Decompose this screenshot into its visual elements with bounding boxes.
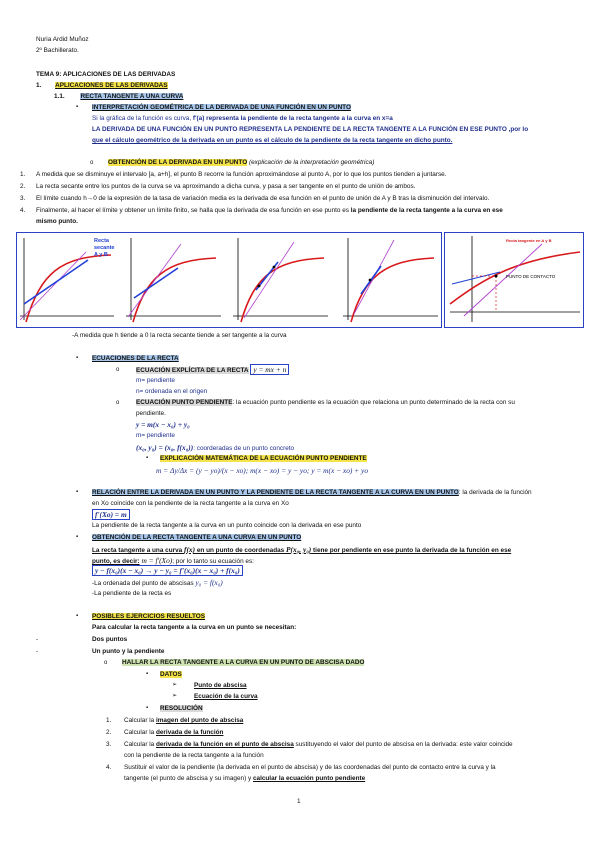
bullet-icon: ▪ bbox=[146, 671, 149, 677]
figure-frame-right bbox=[445, 233, 584, 328]
res-step-4-line-2 bbox=[124, 775, 365, 783]
res-step-3-line-2: con la pendiente de la recta tangente a la función bbox=[124, 752, 264, 759]
panel-4 bbox=[343, 238, 438, 322]
res-step-3 bbox=[106, 741, 513, 749]
step-text: La recta secante entre los puntos de la curva se va aproximando a dicha curva, y pasa a ser tangente en el punto de unión de ambos. bbox=[36, 183, 416, 190]
interp-line-1 bbox=[92, 115, 393, 123]
obtencion-recta-formula-line bbox=[92, 566, 243, 576]
relacion-formula-line bbox=[92, 510, 130, 520]
res-step-pre: Calcular la bbox=[124, 741, 156, 748]
coords-formula: (x₀, y₀) = (x₀, f(x₀)) bbox=[136, 443, 194, 452]
dash-marker: - bbox=[36, 636, 39, 643]
subsection-label: RECTA TANGENTE A UNA CURVA bbox=[80, 93, 184, 100]
hallar-heading-text: HALLAR LA RECTA TANGENTE A LA CURVA EN UN PUNTO DE ABSCISA DADO bbox=[122, 659, 365, 666]
explicacion-heading bbox=[160, 455, 367, 463]
arrow-bullet-icon: ➢ bbox=[172, 682, 178, 688]
dash-text: Dos puntos bbox=[92, 636, 128, 643]
m-definition-2: m= pendiente bbox=[136, 432, 175, 439]
label-tangente: Recta tangente en A y B bbox=[506, 238, 552, 243]
obt-line1-c: tiene por pendiente en ese punto la derivada de la función en ese bbox=[311, 547, 512, 554]
res-step-num: 4. bbox=[106, 764, 112, 771]
res-step-num: 3. bbox=[106, 741, 112, 748]
section-number: 1. bbox=[36, 82, 42, 89]
step-4 bbox=[20, 207, 503, 215]
ecuacion-punto-pendiente bbox=[136, 399, 515, 407]
explicacion-formula: m = Δy/Δx = (y − yo)/(x − xo); m(x − xo) = y − yo; y = m(x − xo) + yo bbox=[156, 466, 369, 475]
res-step-pre: Calcular la bbox=[124, 717, 156, 724]
obtencion-recta-heading-text: OBTENCIÓN DE LA RECTA TANGENTE A UNA CURVA EN UN PUNTO bbox=[92, 534, 302, 541]
interp-line1-pre: Si la gráfica de la función es curva, bbox=[92, 115, 193, 122]
section-1-1-heading bbox=[54, 93, 183, 101]
punto-desc-line-2: pendiente. bbox=[136, 410, 166, 417]
punto-desc: : la ecuación punto pendiente es la ecuación que relaciona un punto determinado de la recta con su bbox=[232, 399, 515, 406]
res-step-4 bbox=[106, 764, 496, 772]
ejercicios-heading bbox=[92, 613, 205, 621]
res-step-post: sustituyendo el valor del punto de abscisa en la derivada: este valor coincide bbox=[293, 741, 513, 748]
label-contacto: PUNTO DE CONTACTO bbox=[506, 274, 556, 279]
datos-heading bbox=[160, 671, 182, 679]
label-secante: Recta bbox=[94, 238, 109, 244]
obtencion-recta-formula: y − f(x₀)(x − x₀) → y − y₀ = f'(x₀)(x − x₀) + f(x₀) bbox=[92, 565, 243, 576]
interp-heading bbox=[92, 104, 351, 112]
subsection-number: 1.1. bbox=[54, 93, 65, 100]
step-2 bbox=[20, 183, 416, 191]
obtencion-recta-heading bbox=[92, 534, 301, 542]
section-label: APLICACIONES DE LAS DERIVADAS bbox=[55, 82, 168, 89]
res4-underlined: calcular la ecuación punto pendiente bbox=[252, 775, 366, 782]
obt-line1-fx: f(x) bbox=[184, 545, 196, 554]
arrow-bullet-icon: ➢ bbox=[172, 693, 178, 699]
relacion-heading bbox=[92, 489, 532, 497]
obt-line1-p: P(x₀, y₀) bbox=[286, 545, 312, 554]
obtencion-italic: (explicación de la interpretación geométrica) bbox=[247, 159, 375, 166]
document-title bbox=[36, 71, 175, 79]
res-step-text bbox=[124, 741, 513, 749]
hallar-heading bbox=[122, 659, 364, 667]
bullet-icon: ▪ bbox=[76, 104, 79, 110]
step-4-line-2: mismo punto. bbox=[36, 218, 78, 225]
ordenada-formula: y₀ = f(x₀) bbox=[195, 578, 223, 587]
datos-heading-text: DATOS bbox=[160, 671, 182, 678]
ecuacion-explicita bbox=[136, 365, 289, 375]
obt-line1-b: en un punto de coordenadas bbox=[195, 547, 286, 554]
label-ab: A y B bbox=[94, 252, 108, 258]
relacion-heading-text: RELACIÓN ENTRE LA DERIVADA EN UN PUNTO Y LA PENDIENTE DE LA RECTA TANGENTE A LA CURVA EN UN PUNTO bbox=[92, 489, 459, 496]
res-step-num: 2. bbox=[106, 729, 112, 736]
bullet-icon: ▪ bbox=[76, 613, 79, 619]
ecuaciones-heading-text: ECUACIONES DE LA RECTA bbox=[92, 355, 179, 362]
res-step-underlined: imagen del punto de abscisa bbox=[155, 717, 244, 724]
resolucion-heading-text: RESOLUCIÓN bbox=[160, 705, 203, 712]
punto-label: ECUACIÓN PUNTO PENDIENTE bbox=[136, 399, 233, 406]
explicita-formula: y = mx + n bbox=[250, 364, 289, 375]
step-3 bbox=[20, 195, 490, 203]
relacion-desc-2: en Xo coincide con la pendiente de la recta tangente a la curva en Xo bbox=[92, 500, 289, 507]
ejercicios-heading-text: POSIBLES EJERCICIOS RESUELTOS bbox=[92, 613, 206, 620]
step-text-bold: la pendiente de la recta tangente a la curva en ese bbox=[350, 207, 503, 214]
course-label: 2º Bachillerato. bbox=[36, 47, 79, 54]
page-number: 1 bbox=[297, 798, 301, 805]
res-step-text bbox=[124, 717, 243, 725]
n-definition: n= ordenada en el origen bbox=[136, 388, 208, 395]
datos-item-2: Ecuación de la curva bbox=[194, 693, 258, 700]
resolucion-heading bbox=[160, 705, 203, 713]
figure-svg bbox=[16, 232, 584, 328]
res-step-underlined: derivada de la función en el punto de abscisa bbox=[155, 741, 294, 748]
obt-line1-a: La recta tangente a una curva bbox=[92, 547, 184, 554]
bullet-icon: ▪ bbox=[146, 705, 149, 711]
explicita-label: ECUACIÓN EXPLÍCITA DE LA RECTA bbox=[136, 367, 249, 374]
title-text: TEMA 9: APLICACIONES DE LAS DERIVADAS bbox=[36, 71, 176, 78]
step-text bbox=[36, 207, 503, 215]
dash-item-2 bbox=[36, 648, 165, 656]
relacion-desc-3: La pendiente de la recta tangente a la curva en un punto coincide con la derivada en ese punto bbox=[92, 522, 362, 529]
step-text-pre: Finalmente, al hacer el límite y obtener un límite finito, se halla que la derivada de esa función en ese punto es bbox=[36, 207, 351, 214]
relacion-desc-1: : la derivada de la función bbox=[458, 489, 532, 496]
ejercicios-sub: Para calcular la recta tangente a la curva en un punto se necesitan: bbox=[92, 624, 297, 631]
step-1 bbox=[20, 171, 447, 179]
panel-1 bbox=[20, 238, 115, 322]
obtencion-recta-line-1 bbox=[92, 545, 511, 555]
dash-text: Un punto y la pendiente bbox=[92, 648, 165, 655]
obtencion-heading bbox=[108, 159, 374, 167]
res-step-1 bbox=[106, 717, 244, 725]
bullet-icon: ▪ bbox=[76, 489, 79, 495]
obt-line2-a: punto, es decir: bbox=[92, 558, 140, 565]
relacion-formula: f'(Xo) = m bbox=[92, 509, 130, 520]
bullet-o-icon: o bbox=[90, 160, 94, 166]
coords-desc: : coorderadas de un punto concreto bbox=[193, 445, 295, 452]
coords-line bbox=[136, 443, 294, 453]
res-step-underlined: derivada de la función bbox=[155, 729, 224, 736]
figure-caption: -A medida que h tiende a 0 la recta secante tiende a ser tangente a la curva bbox=[72, 332, 287, 339]
pendiente-line: -La pendiente de la recta es bbox=[92, 590, 172, 597]
secant-tangent-figure bbox=[16, 232, 584, 328]
res-step-pre: Sustituir el valor de la pendiente (la derivada en el punto de abscisa) y de las coordenadas del punto de contacto entre la curva y la bbox=[124, 764, 496, 771]
interp-line-3: que el cálculo geométrico de la derivada en un punto es el cálculo de la pendiente de la recta tangente en dicho punto. bbox=[92, 137, 453, 144]
res-step-2 bbox=[106, 729, 224, 737]
step-number: 3. bbox=[20, 195, 26, 202]
bullet-icon: ▪ bbox=[146, 455, 149, 461]
res4-pre: tangente (el punto de abscisa y su imagen) y bbox=[124, 775, 253, 782]
bullet-icon: ▪ bbox=[76, 534, 79, 540]
label-secante-2: secante bbox=[94, 245, 115, 251]
section-1-heading bbox=[36, 82, 168, 90]
panel-contact bbox=[450, 236, 580, 322]
dash-marker: - bbox=[36, 648, 39, 655]
res-step-pre: Calcular la bbox=[124, 729, 156, 736]
bullet-o-icon: o bbox=[116, 400, 120, 406]
step-number: 4. bbox=[20, 207, 26, 214]
step-text: El límite cuando h→0 de la expresión de la tasa de variación media es la derivada de esa función en el punto de unión de A y B tras la disminución del intervalo. bbox=[36, 195, 490, 202]
punto-formula: y = m(x − x₀) + y₀ bbox=[136, 420, 190, 429]
ecuaciones-heading bbox=[92, 355, 179, 363]
bullet-o-icon: o bbox=[116, 367, 120, 373]
step-text: A medida que se disminuye el intervalo [a, a+h], el punto B recorre la función aproximándose al punto A, por lo que los puntos tienden a juntarse. bbox=[36, 171, 447, 178]
res-step-text bbox=[124, 729, 223, 737]
res-step-num: 1. bbox=[106, 717, 112, 724]
interp-heading-text: INTERPRETACIÓN GEOMÉTRICA DE LA DERIVADA DE UNA FUNCIÓN EN UN PUNTO bbox=[92, 104, 351, 111]
step-number: 1. bbox=[20, 171, 26, 178]
ordenada-text: -La ordenada del punto de abscisas bbox=[92, 580, 196, 587]
explicacion-label: EXPLICACIÓN MATEMÁTICA DE LA ECUACIÓN PUNTO PENDIENTE bbox=[160, 455, 367, 462]
author-name: Nuria Ardid Muñoz bbox=[36, 36, 89, 43]
step-number: 2. bbox=[20, 183, 26, 190]
panel-3 bbox=[233, 238, 328, 322]
obt-line2-formula: m = f'(Xo) bbox=[139, 556, 173, 565]
dash-item-1 bbox=[36, 636, 128, 644]
panel-2 bbox=[126, 238, 221, 322]
obt-line2-b: ; por lo tanto su ecuación es: bbox=[172, 558, 254, 565]
bullet-o-icon: o bbox=[104, 660, 108, 666]
bullet-icon: ▪ bbox=[76, 355, 79, 361]
figure-frame-left bbox=[17, 233, 442, 328]
ordenada-line bbox=[92, 578, 223, 588]
interp-line1-bold: f'(a) representa la pendiente de la recta tangente a la curva en x=a bbox=[192, 115, 393, 122]
interp-line-2: LA DERIVADA DE UNA FUNCIÓN EN UN PUNTO REPRESENTA LA PENDIENTE DE LA RECTA TANGENTE A LA FUNCIÓN EN ESE PUNTO ,por lo bbox=[92, 126, 529, 133]
datos-item-1: Punto de abscisa bbox=[194, 682, 247, 689]
m-definition: m= pendiente bbox=[136, 377, 175, 384]
obtencion-bold: OBTENCIÓN DE LA DERIVADA EN UN PUNTO bbox=[108, 159, 248, 166]
